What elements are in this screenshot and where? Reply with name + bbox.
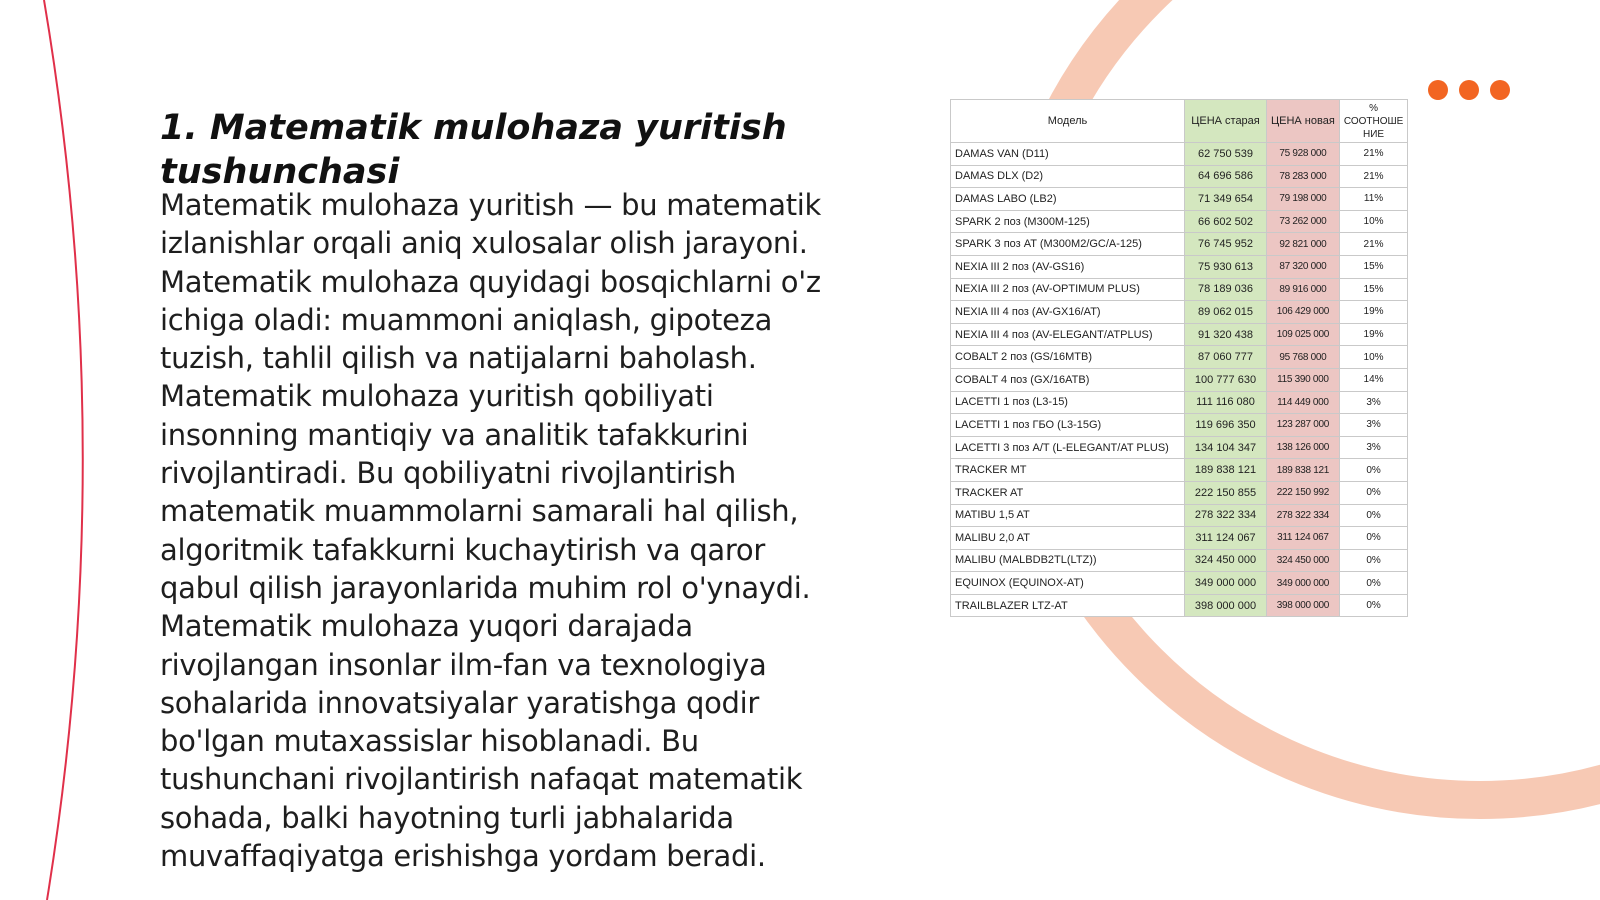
new-price-cell: 92 821 000: [1267, 233, 1340, 256]
table-row: [951, 527, 1408, 550]
new-price-cell: 278 322 334: [1267, 504, 1340, 527]
old-price-cell: 134 104 347: [1185, 436, 1267, 459]
old-price-cell: 62 750 539: [1185, 143, 1267, 166]
menu-dots-icon: [1428, 80, 1510, 100]
model-cell: EQUINOX (EQUINOX-AT): [951, 572, 1185, 595]
table-row: [951, 301, 1408, 324]
model-cell: DAMAS DLX (D2): [951, 165, 1185, 188]
table-row: [951, 346, 1408, 369]
old-price-cell: 189 838 121: [1185, 459, 1267, 482]
old-price-cell: 119 696 350: [1185, 414, 1267, 437]
old-price-cell: 87 060 777: [1185, 346, 1267, 369]
model-cell: COBALT 4 поз (GX/16ATB): [951, 368, 1185, 391]
old-price-cell: 349 000 000: [1185, 572, 1267, 595]
new-price-cell: 115 390 000: [1267, 368, 1340, 391]
model-column-header: Модель: [951, 100, 1185, 143]
new-price-cell: 123 287 000: [1267, 414, 1340, 437]
model-cell: NEXIA III 2 поз (AV-OPTIMUM PLUS): [951, 278, 1185, 301]
new-price-cell: 79 198 000: [1267, 188, 1340, 211]
percent-cell: 21%: [1339, 233, 1408, 256]
percent-cell: 0%: [1339, 459, 1408, 482]
old-price-cell: 222 150 855: [1185, 481, 1267, 504]
percent-cell: 3%: [1339, 436, 1408, 459]
model-cell: MALIBU (MALBDB2TL(LTZ)): [951, 549, 1185, 572]
percent-cell: 15%: [1339, 255, 1408, 278]
model-cell: DAMAS VAN (D11): [951, 143, 1185, 166]
percent-cell: 3%: [1339, 414, 1408, 437]
old-price-cell: 278 322 334: [1185, 504, 1267, 527]
old-price-cell: 100 777 630: [1185, 368, 1267, 391]
table-row: [951, 481, 1408, 504]
table-row: [951, 143, 1408, 166]
new-price-cell: 89 916 000: [1267, 278, 1340, 301]
percent-cell: 19%: [1339, 301, 1408, 324]
new-price-cell: 138 126 000: [1267, 436, 1340, 459]
new-price-cell: 87 320 000: [1267, 255, 1340, 278]
new-price-cell: 109 025 000: [1267, 323, 1340, 346]
percent-column-header: % СООТНОШЕ НИЕ: [1339, 100, 1408, 143]
table-row: [951, 165, 1408, 188]
table-header-row: [951, 100, 1408, 143]
model-cell: LACETTI 1 поз ГБО (L3-15G): [951, 414, 1185, 437]
old-price-cell: 398 000 000: [1185, 594, 1267, 617]
old-price-cell: 76 745 952: [1185, 233, 1267, 256]
model-cell: MATIBU 1,5 AT: [951, 504, 1185, 527]
new-price-column-header: ЦЕНА новая: [1267, 100, 1340, 143]
table-row: [951, 572, 1408, 595]
model-cell: TRACKER MT: [951, 459, 1185, 482]
new-price-cell: 222 150 992: [1267, 481, 1340, 504]
dot: [1428, 80, 1448, 100]
model-cell: NEXIA III 4 поз (AV-ELEGANT/ATPLUS): [951, 323, 1185, 346]
slide-body-text: Matematik mulohaza yuritish — bu matematik izlanishlar orqali aniq xulosalar olish jarayoni. Matematik mulohaza quyidagi bosqichlarni o'z ichiga oladi: muammoni aniqlash, gipoteza tuzish, tahlil qilish va natijalarni baholash. Matematik mulohaza yuritish qobiliyati insonning mantiqiy va analitik tafakkurini rivojlantiradi. Bu qobiliyatni rivojlantirish matematik muammolarni samarali hal qilish, algoritmik tafakkurni kuchaytirish va qaror qabul qilish jarayonlarida muhim rol o'ynaydi. Matematik mulohaza yuqori darajada rivojlangan insonlar ilm-fan va texnologiya sohalarida innovatsiyalar yaratishga qodir bo'lgan mutaxassislar hisoblanadi. Bu tushunchani rivojlantirish nafaqat matematik sohada, balki hayotning turli jabhalarida muvaffaqiyatga erishishga yordam beradi.: [160, 188, 822, 874]
new-price-cell: 106 429 000: [1267, 301, 1340, 324]
table-row: [951, 323, 1408, 346]
old-price-cell: 71 349 654: [1185, 188, 1267, 211]
model-cell: NEXIA III 4 поз (AV-GX16/AT): [951, 301, 1185, 324]
table-row: [951, 594, 1408, 617]
percent-cell: 14%: [1339, 368, 1408, 391]
new-price-cell: 114 449 000: [1267, 391, 1340, 414]
old-price-cell: 91 320 438: [1185, 323, 1267, 346]
old-price-cell: 75 930 613: [1185, 255, 1267, 278]
table-row: [951, 233, 1408, 256]
percent-cell: 0%: [1339, 594, 1408, 617]
table-row: [951, 504, 1408, 527]
new-price-cell: 95 768 000: [1267, 346, 1340, 369]
model-cell: MALIBU 2,0 AT: [951, 527, 1185, 550]
new-price-cell: 189 838 121: [1267, 459, 1340, 482]
model-cell: LACETTI 3 поз A/T (L-ELEGANT/AT PLUS): [951, 436, 1185, 459]
old-price-cell: 64 696 586: [1185, 165, 1267, 188]
model-cell: SPARK 2 поз (M300M-125): [951, 210, 1185, 233]
new-price-cell: 75 928 000: [1267, 143, 1340, 166]
new-price-cell: 73 262 000: [1267, 210, 1340, 233]
table-row: [951, 278, 1408, 301]
percent-cell: 21%: [1339, 143, 1408, 166]
model-cell: COBALT 2 поз (GS/16MTB): [951, 346, 1185, 369]
percent-cell: 10%: [1339, 346, 1408, 369]
percent-cell: 3%: [1339, 391, 1408, 414]
table-row: [951, 414, 1408, 437]
new-price-cell: 398 000 000: [1267, 594, 1340, 617]
old-price-cell: 89 062 015: [1185, 301, 1267, 324]
table-row: [951, 368, 1408, 391]
percent-cell: 0%: [1339, 527, 1408, 550]
table-row: [951, 210, 1408, 233]
percent-cell: 10%: [1339, 210, 1408, 233]
model-cell: TRACKER AT: [951, 481, 1185, 504]
old-price-cell: 324 450 000: [1185, 549, 1267, 572]
percent-cell: 19%: [1339, 323, 1408, 346]
new-price-cell: 324 450 000: [1267, 549, 1340, 572]
new-price-cell: 311 124 067: [1267, 527, 1340, 550]
new-price-cell: 349 000 000: [1267, 572, 1340, 595]
model-cell: DAMAS LABO (LB2): [951, 188, 1185, 211]
table-row: [951, 391, 1408, 414]
model-cell: NEXIA III 2 поз (AV-GS16): [951, 255, 1185, 278]
percent-cell: 0%: [1339, 481, 1408, 504]
table-row: [951, 255, 1408, 278]
table-row: [951, 459, 1408, 482]
percent-cell: 15%: [1339, 278, 1408, 301]
old-price-cell: 78 189 036: [1185, 278, 1267, 301]
old-price-cell: 66 602 502: [1185, 210, 1267, 233]
percent-cell: 0%: [1339, 504, 1408, 527]
slide-title: 1. Matematik mulohaza yuritish tushunchasi: [160, 108, 787, 192]
percent-cell: 0%: [1339, 572, 1408, 595]
table-row: [951, 549, 1408, 572]
percent-cell: 0%: [1339, 549, 1408, 572]
left-red-curve: [44, 0, 83, 900]
table-row: [951, 188, 1408, 211]
old-price-cell: 311 124 067: [1185, 527, 1267, 550]
model-cell: LACETTI 1 поз (L3-15): [951, 391, 1185, 414]
dot: [1459, 80, 1479, 100]
car-price-table: [950, 99, 1408, 617]
new-price-cell: 78 283 000: [1267, 165, 1340, 188]
old-price-cell: 111 116 080: [1185, 391, 1267, 414]
dot: [1490, 80, 1510, 100]
old-price-column-header: ЦЕНА старая: [1185, 100, 1267, 143]
percent-cell: 21%: [1339, 165, 1408, 188]
model-cell: TRAILBLAZER LTZ-AT: [951, 594, 1185, 617]
table-row: [951, 436, 1408, 459]
percent-cell: 11%: [1339, 188, 1408, 211]
model-cell: SPARK 3 поз AT (M300M2/GC/A-125): [951, 233, 1185, 256]
